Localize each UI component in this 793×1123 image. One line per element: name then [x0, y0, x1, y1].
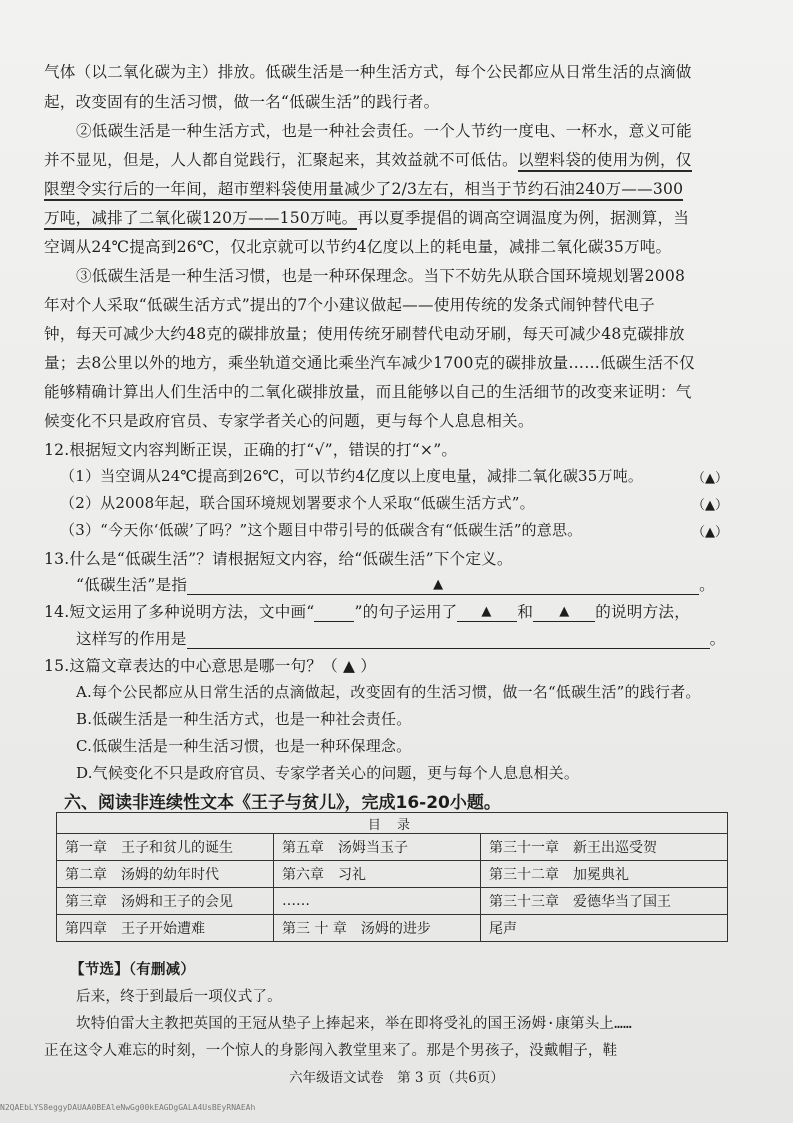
- toc-cell: 第三十一章 新王出巡受贺: [481, 834, 728, 861]
- toc-cell: 第三十二章 加冕典礼: [481, 861, 728, 888]
- passage-para3-line: 候变化不只是政府官员、专家学者关心的问题，更与每个人息息相关。: [44, 412, 534, 430]
- question-13-stem: 13.什么是“低碳生活”？请根据短文内容，给“低碳生活”下个定义。: [44, 550, 513, 568]
- passage-para3-line: 年对个人采取“低碳生活方式”提出的7个小建议做起——使用传统的发条式闹钟替代电子: [44, 296, 655, 314]
- toc-cell: 第四章 王子开始遭难: [57, 915, 274, 942]
- toc-title: 目 录: [57, 813, 728, 834]
- passage-para3-line: ③低碳生活是一种生活习惯，也是一种环保理念。当下不妨先从联合国环境规划署2008: [76, 267, 686, 285]
- answer-slot[interactable]: （▲）: [692, 498, 728, 513]
- question-12-item-2: （2）从2008年起，联合国环境规划署要求个人采取“低碳生活方式”。: [60, 494, 535, 512]
- q14-text: 和: [517, 603, 534, 621]
- q14-text: 的说明方法，: [595, 603, 690, 621]
- passage-line: 气体（以二氧化碳为主）排放。低碳生活是一种生活方式，每个公民都应从日常生活的点滴做: [44, 63, 692, 81]
- question-15-stem: 15.这篇文章表达的中心意思是哪一句？（ ▲ ）: [44, 657, 377, 675]
- question-14-answer-line: [76, 627, 725, 649]
- answer-blank[interactable]: [533, 603, 595, 622]
- option-d[interactable]: D.气候变化不只是政府官员、专家学者关心的问题，更与每个人息息相关。: [76, 764, 580, 782]
- passage-para3-line: 量；去8公里以外的地方，乘坐轨道交通比乘坐汽车减少1700克的碳排放量……低碳生活不仅: [44, 354, 695, 372]
- excerpt-line: 后来，终于到最后一项仪式了。: [76, 989, 282, 1005]
- answer-prefix: “低碳生活”是指: [76, 576, 188, 594]
- question-12-item-1: （1）当空调从24℃提高到26℃，可以节约4亿度以上度电量，减排二氧化碳35万吨。: [60, 467, 644, 485]
- toc-cell: 尾声: [481, 915, 728, 942]
- q14-text: ”的句子运用了: [354, 603, 458, 621]
- passage-line: 起，改变固有的生活习惯，做一名“低碳生活”的践行者。: [44, 93, 440, 111]
- excerpt-label: 【节选】（有删减）: [70, 962, 196, 978]
- answer-slot[interactable]: （▲）: [692, 471, 728, 486]
- excerpt-line: 坎特伯雷大主教把英国的王冠从垫子上捧起来，举在即将受礼的国王汤姆·康第头上……: [76, 1016, 632, 1032]
- question-14-stem: [44, 600, 690, 622]
- toc-cell: 第一章 王子和贫儿的诞生: [57, 834, 274, 861]
- option-b[interactable]: B.低碳生活是一种生活方式，也是一种社会责任。: [76, 710, 412, 728]
- passage-para3-line: 能够精确计算出人们生活中的二氧化碳排放量，而且能够以自己的生活细节的改变来证明：气: [44, 383, 692, 401]
- underlined-sentence: 以塑料袋的使用为例，仅: [518, 151, 692, 172]
- toc-cell: 第三十三章 爱德华当了国王: [481, 888, 728, 915]
- marker-triangle: ▲: [433, 577, 444, 592]
- excerpt-line: 正在这令人难忘的时刻，一个惊人的身影闯入教堂里来了。那是个男孩子，没戴帽子，鞋: [44, 1043, 618, 1059]
- answer-blank[interactable]: [187, 630, 710, 649]
- marker-triangle: ▲: [481, 604, 492, 619]
- table-row: [57, 834, 728, 861]
- underlined-sentence: 万吨，减排了二氧化碳120万——150万吨。: [44, 209, 357, 230]
- passage-para2-line: 空调从24℃提高到26℃，仅北京就可以节约4亿度以上的耗电量，减排二氧化碳35万吨。: [44, 238, 672, 256]
- scan-noise: N2QAEbLYS8eggyDAUAA0BEAleNwGg00kEAGDgGALA4UsBEyRNAEAh: [0, 1103, 256, 1112]
- toc-cell: 第六章 习礼: [274, 861, 481, 888]
- question-12-item-3: （3）“今天你‘低碳’了吗？”这个题目中带引号的低碳含有“低碳生活”的意思。: [60, 521, 583, 539]
- toc-cell: 第二章 汤姆的幼年时代: [57, 861, 274, 888]
- answer-blank[interactable]: [187, 576, 699, 595]
- section-6-title: 六、阅读非连续性文本《王子与贫儿》，完成16-20小题。: [64, 793, 501, 813]
- answer-blank[interactable]: [457, 603, 517, 622]
- table-of-contents: [56, 812, 728, 942]
- option-a[interactable]: A.每个公民都应从日常生活的点滴做起，改变固有的生活习惯，做一名“低碳生活”的践行者。: [76, 683, 701, 701]
- passage-text: 再以夏季提倡的调高空调温度为例，据测算，当: [357, 209, 690, 227]
- answer-prefix: 这样写的作用是: [76, 630, 187, 648]
- passage-text: 并不显见，但是，人人都自觉践行，汇聚起来，其效益就不可低估。: [44, 151, 518, 169]
- passage-para2-line: [44, 206, 689, 228]
- toc-cell: 第五章 汤姆当玉子: [274, 834, 481, 861]
- option-c[interactable]: C.低碳生活是一种生活习惯，也是一种环保理念。: [76, 737, 412, 755]
- table-row: [57, 861, 728, 888]
- passage-para2-line: ②低碳生活是一种生活方式，也是一种社会责任。一个人节约一度电、一杯水，意义可能: [76, 122, 692, 140]
- question-13-answer-line: [76, 573, 715, 595]
- question-12-stem: 12.根据短文内容判断正误，正确的打“√”，错误的打“×”。: [44, 441, 458, 459]
- answer-slot[interactable]: （▲）: [692, 525, 728, 540]
- underline-sample: [314, 603, 354, 622]
- toc-cell: 第三 十 章 汤姆的进步: [274, 915, 481, 942]
- toc-cell: ……: [274, 888, 481, 915]
- q14-text: 14.短文运用了多种说明方法，文中画“: [44, 603, 315, 621]
- page-footer: 六年级语文试卷 第 3 页（共6页）: [289, 1070, 504, 1086]
- underlined-sentence: 限塑令实行后的一年间，超市塑料袋使用量减少了2/3左右，相当于节约石油240万——300: [44, 180, 683, 201]
- table-row: [57, 888, 728, 915]
- marker-triangle: ▲: [559, 604, 570, 619]
- toc-header-row: [57, 813, 728, 834]
- passage-para2-line: [44, 148, 692, 170]
- passage-para2-line: [44, 177, 683, 199]
- answer-end: 。: [709, 630, 726, 648]
- passage-para3-line: 钟，每天可减少大约48克的碳排放量；使用传统牙刷替代电动牙刷，每天可减少48克碳排放: [44, 325, 685, 343]
- answer-end: 。: [699, 576, 715, 594]
- toc-cell: 第三章 汤姆和王子的会见: [57, 888, 274, 915]
- table-row: [57, 915, 728, 942]
